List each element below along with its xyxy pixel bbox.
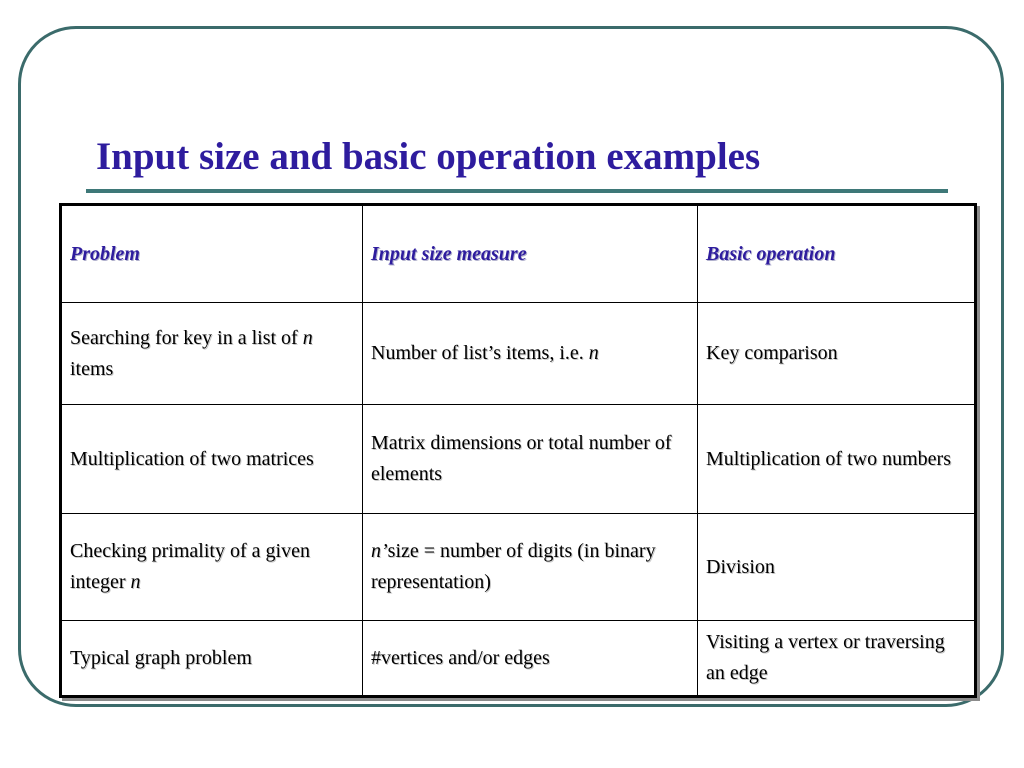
table-row	[61, 514, 976, 621]
basic-operation-cell: Visiting a vertex or traversing an edge	[698, 621, 976, 697]
header-input-size-measure: Input size measure	[363, 205, 698, 303]
input-size-cell: #vertices and/or edges	[363, 621, 698, 697]
basic-operation-cell: Multiplication of two numbers	[698, 405, 976, 514]
basic-operation-cell: Division	[698, 514, 976, 621]
basic-operation-cell: Key comparison	[698, 303, 976, 405]
examples-table	[59, 203, 977, 698]
cell-text: items	[70, 357, 114, 380]
table-header-row	[61, 205, 976, 303]
cell-text: Number of list’s items, i.e.	[371, 342, 589, 364]
header-problem: Problem	[61, 205, 363, 303]
cell-text: Checking primality of a given integer	[70, 540, 310, 593]
cell-text: size = number of digits (in binary representation)	[371, 540, 656, 593]
input-size-cell: Matrix dimensions or total number of elements	[363, 405, 698, 514]
title-underline	[86, 189, 948, 193]
table-row	[61, 303, 976, 405]
variable-n: n	[130, 571, 141, 593]
problem-cell: Multiplication of two matrices	[61, 405, 363, 514]
input-size-cell	[363, 303, 698, 405]
variable-n: n’	[371, 540, 388, 562]
slide-title: Input size and basic operation examples	[96, 135, 761, 178]
header-basic-operation: Basic operation	[698, 205, 976, 303]
input-size-cell	[363, 514, 698, 621]
table-row	[61, 621, 976, 697]
problem-cell	[61, 514, 363, 621]
problem-cell	[61, 303, 363, 405]
problem-cell: Typical graph problem	[61, 621, 363, 697]
cell-text: Searching for key in a list of	[70, 326, 303, 349]
variable-n: n	[302, 326, 313, 349]
table-row	[61, 405, 976, 514]
variable-n: n	[588, 342, 599, 364]
